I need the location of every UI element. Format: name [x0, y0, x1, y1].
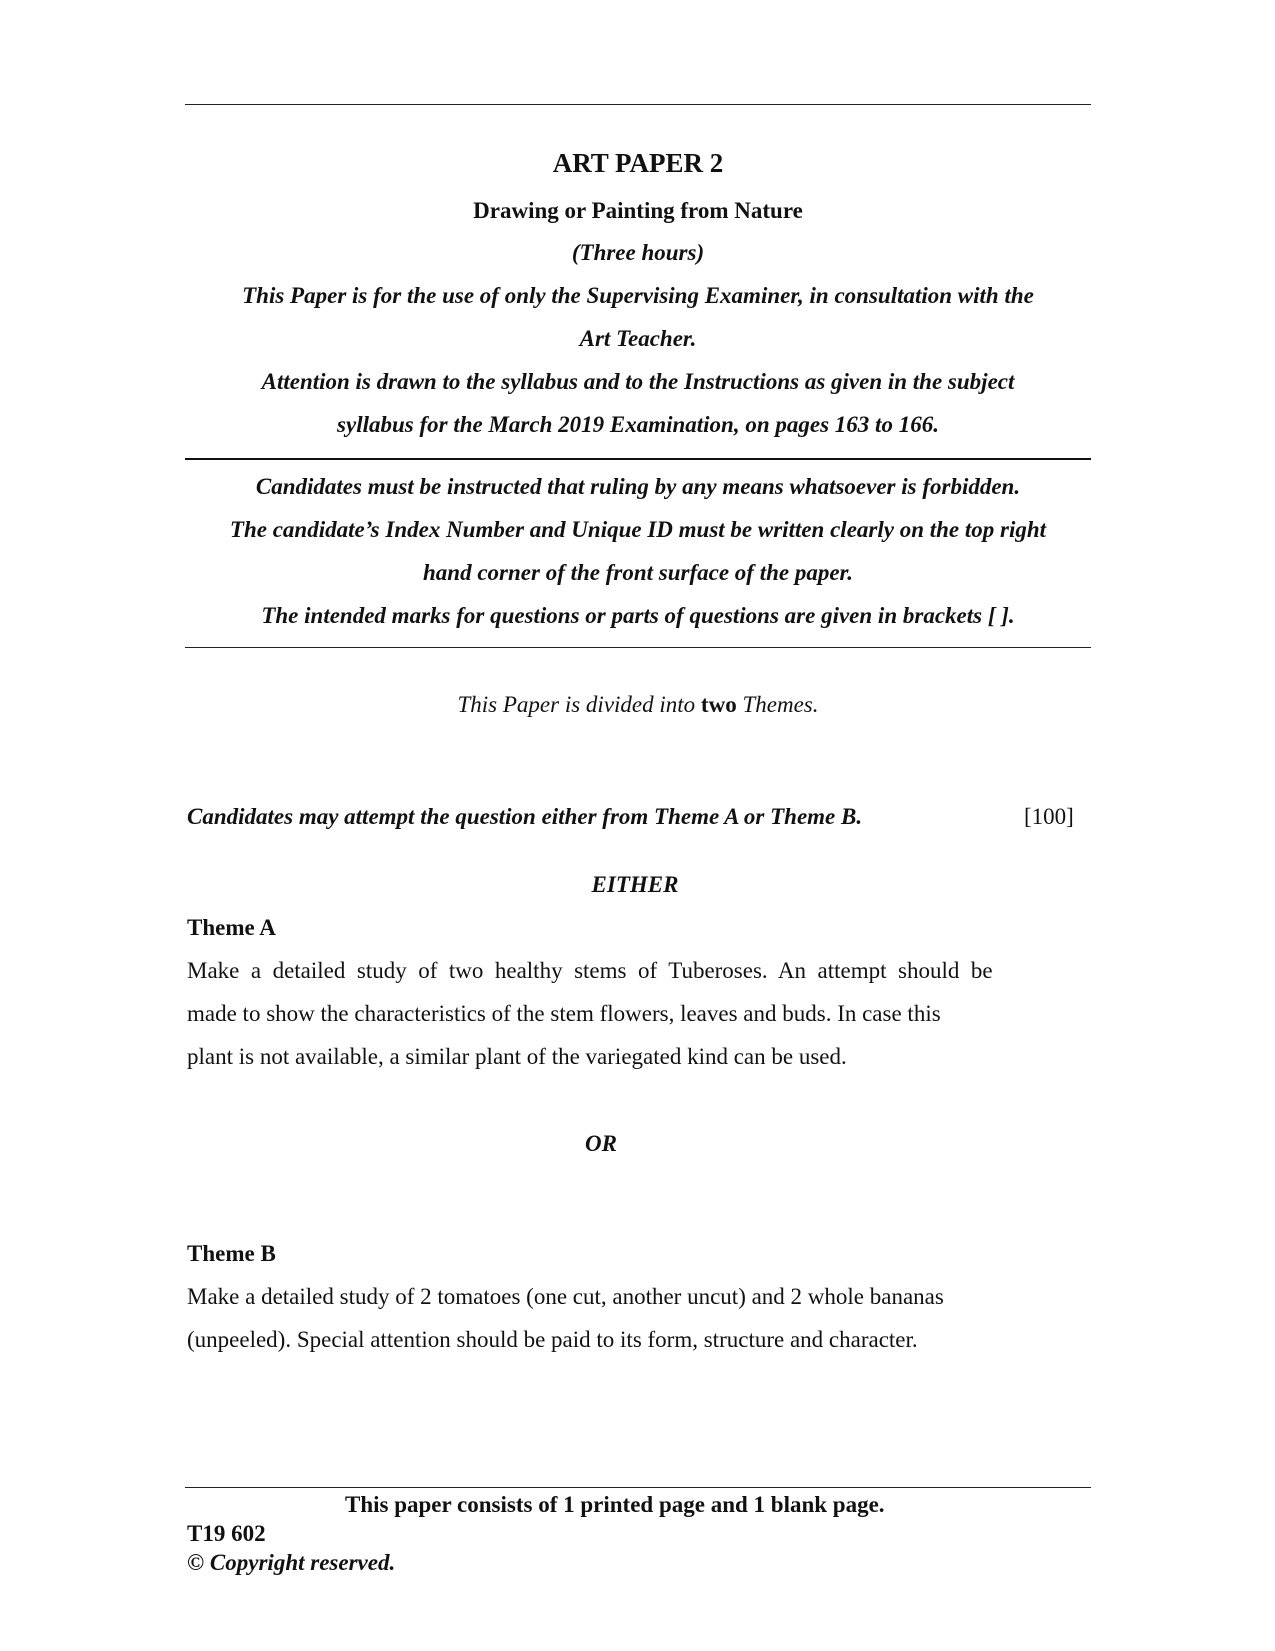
- question-period: .: [856, 804, 863, 829]
- footer-rule: [185, 1487, 1091, 1488]
- theme-a-heading: Theme A: [187, 915, 276, 940]
- question-marks: [100]: [1024, 804, 1074, 829]
- instruction-index-number-line-1: The candidate’s Index Number and Unique ID must be written clearly on the top right: [229, 517, 1047, 542]
- instruction-index-number-line-2: hand corner of the front surface of the paper.: [423, 560, 853, 585]
- theme-a-line-2: made to show the characteristics of the stem flowers, leaves and buds. In case this: [187, 1001, 941, 1026]
- attention-line-1: Attention is drawn to the syllabus and to the Instructions as given in the subject: [261, 369, 1015, 394]
- examiner-notice-line-2: Art Teacher.: [579, 326, 697, 351]
- theme-b-line-1: Make a detailed study of 2 tomatoes (one cut, another uncut) and 2 whole bananas: [187, 1284, 944, 1309]
- theme-a-line-1: Make a detailed study of two healthy stems of Tuberoses. An attempt should be: [187, 958, 993, 983]
- instruction-marks: The intended marks for questions or parts of questions are given in brackets [ ].: [261, 603, 1015, 628]
- pages-note: This paper consists of 1 printed page and 1 blank page.: [345, 1492, 885, 1517]
- question-text: Candidates may attempt the question either from Theme A or Theme B: [187, 804, 857, 829]
- instruction-ruling: Candidates must be instructed that ruling by any means whatsoever is forbidden.: [255, 474, 1021, 499]
- examiner-notice-line-1: This Paper is for the use of only the Supervising Examiner, in consultation with the: [242, 283, 1034, 308]
- themes-note-prefix: This Paper is divided into: [457, 692, 701, 717]
- paper-code: T19 602: [187, 1521, 266, 1546]
- paper-title: ART PAPER 2: [552, 148, 724, 178]
- themes-note-suffix: Themes.: [736, 692, 819, 717]
- attention-line-2: syllabus for the March 2019 Examination, on pages 163 to 166.: [337, 412, 939, 437]
- theme-a-line-3: plant is not available, a similar plant of the variegated kind can be used.: [187, 1044, 847, 1069]
- top-rule: [185, 104, 1091, 105]
- copyright-period: .: [389, 1550, 396, 1575]
- copyright-text: © Copyright reserved: [187, 1550, 390, 1575]
- paper-duration: (Three hours): [571, 240, 705, 265]
- copyright-notice: [187, 1550, 395, 1576]
- theme-b-line-2: (unpeeled). Special attention should be paid to its form, structure and character.: [187, 1327, 918, 1352]
- question-instruction: [187, 804, 862, 830]
- or-label: OR: [585, 1131, 617, 1156]
- instructions-top-rule: [185, 458, 1091, 460]
- paper-subtitle: Drawing or Painting from Nature: [473, 198, 803, 223]
- instructions-bottom-rule: [185, 647, 1091, 648]
- themes-note-emphasis: two: [700, 692, 737, 717]
- theme-b-heading: Theme B: [187, 1241, 276, 1266]
- either-label: EITHER: [591, 872, 679, 897]
- themes-count-note: [185, 692, 1091, 718]
